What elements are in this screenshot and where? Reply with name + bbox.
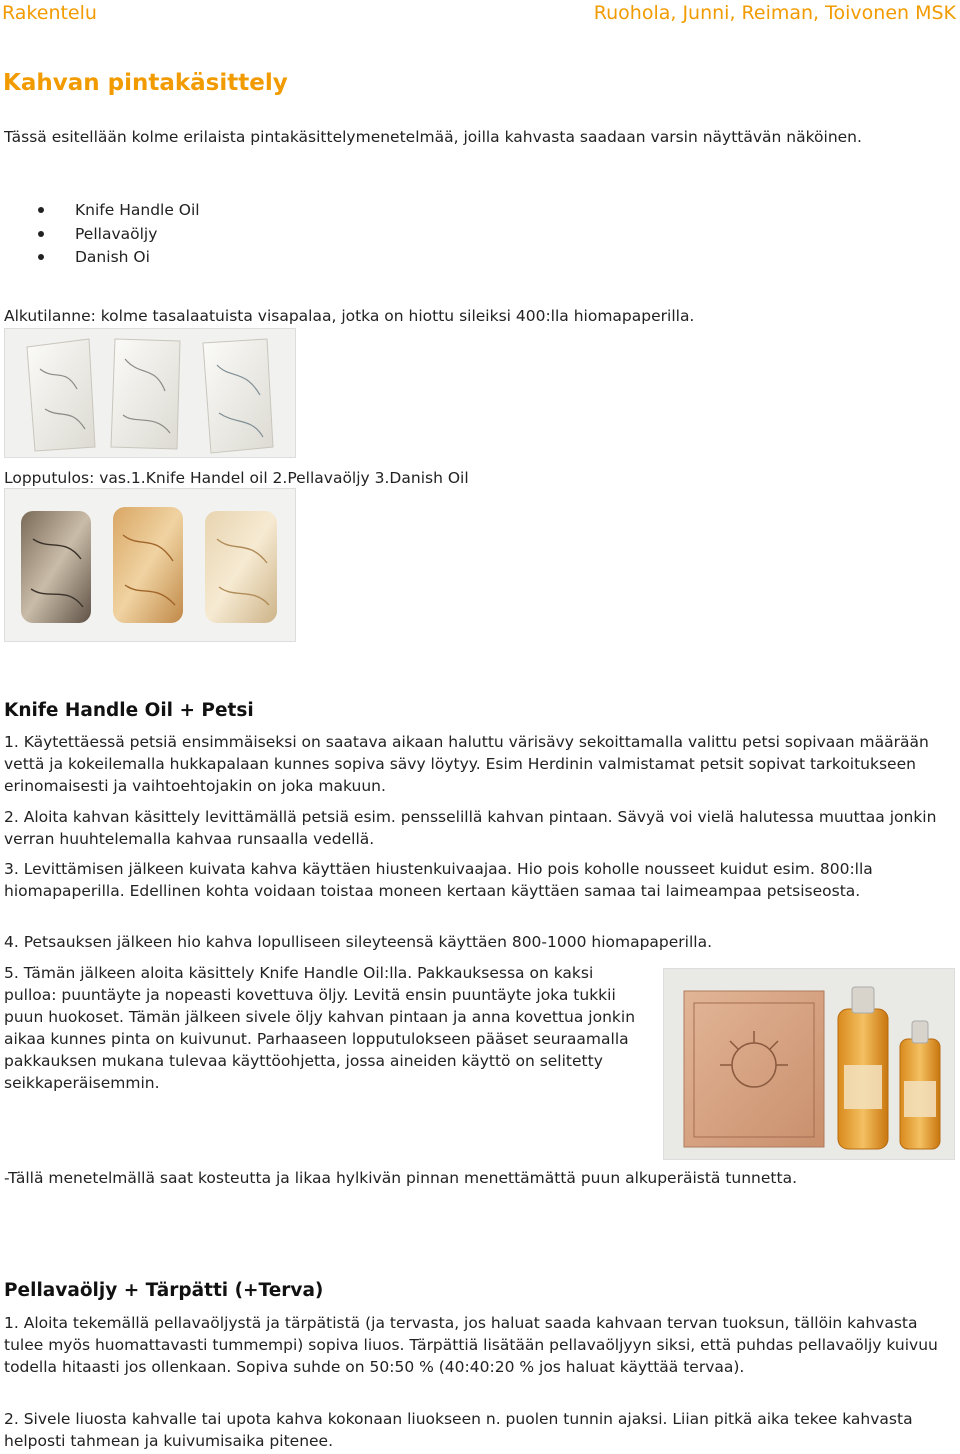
list-item: Knife Handle Oil (38, 199, 200, 223)
section-heading-linseed-oil: Pellavaöljy + Tärpätti (+Terva) (4, 1280, 324, 1301)
finished-wood-photo (4, 488, 296, 642)
product-photo (663, 968, 955, 1160)
methods-list (38, 199, 200, 270)
result-text: Lopputulos: vas.1.Knife Handel oil 2.Pellavaöljy 3.Danish Oil (4, 469, 469, 487)
wood-blocks-finished-image (5, 489, 295, 641)
header-right: Ruohola, Junni, Reiman, Toivonen MSK (593, 2, 956, 24)
list-item: Pellavaöljy (38, 223, 200, 247)
header-left: Rakentelu (2, 2, 97, 24)
wood-blocks-raw-image (5, 329, 295, 457)
method-note: -Tällä menetelmällä saat kosteutta ja likaa hylkivän pinnan menettämättä puun alkuperäistä tunnetta. (4, 1169, 797, 1187)
knife-oil-package-image (664, 969, 954, 1159)
step-paragraph: 5. Tämän jälkeen aloita käsittely Knife Handle Oil:lla. Pakkauksessa on kaksi pulloa: puuntäyte ja nopeasti kovettuva öljy. Levitä ensin puuntäyte joka tukkii puun huokoset. Tämän jälkeen sivele öljy kahvan pintaan ja anna kovettua jonkin aikaa kunnes pinta on kuivunut. Parhaaseen lopputulokseen pääset seuraamalla pakkauksen mukana tulevaa käyttöohjetta, jossa aineiden käyttö on selitetty seikkaperäisemmin. (4, 964, 636, 1092)
list-item: Danish Oi (38, 246, 200, 270)
raw-wood-photo (4, 328, 296, 458)
step-paragraph: 4. Petsauksen jälkeen hio kahva lopulliseen sileyteensä käyttäen 800-1000 hiomapaperilla. (4, 933, 713, 951)
step-paragraph: 2. Sivele liuosta kahvalle tai upota kahva kokonaan liuokseen n. puolen tunnin ajaksi. Liian pitkä aika tekee kahvasta helposti tahmean ja kuivumisaika pitenee. (4, 1410, 913, 1450)
start-text: Alkutilanne: kolme tasalaatuista visapalaa, jotka on hiottu sileiksi 400:lla hiomapaperilla. (4, 307, 695, 325)
page-title: Kahvan pintakäsittely (3, 70, 288, 96)
intro-paragraph: Tässä esitellään kolme erilaista pintakäsittelymenetelmää, joilla kahvasta saadaan varsin näyttävän näköinen. (4, 128, 862, 146)
section-heading-knife-oil: Knife Handle Oil + Petsi (4, 700, 254, 721)
step-paragraph: 2. Aloita kahvan käsittely levittämällä petsiä esim. pensselillä kahvan pintaan. Sävyä voi vielä halutessa muuttaa jonkin verran huuhtelemalla kahvaa runsaalla vedellä. (4, 808, 937, 848)
step-paragraph: 1. Käytettäessä petsiä ensimmäiseksi on saatava aikaan haluttu värisävy sekoittamalla valittu petsi sopivaan määrään vettä ja kokeilemalla hukkapalaan kunnes sopiva sävy löytyy. Esim Herdinin valmistamat petsit sopivat tarkoitukseen erinomaisesti ja vaihtoehtojakin on joka makuun. (4, 733, 929, 795)
step-paragraph: 3. Levittämisen jälkeen kuivata kahva käyttäen hiustenkuivaajaa. Hio pois koholle nousseet kuidut esim. 800:lla hiomapaperilla. Edellinen kohta voidaan toistaa moneen kertaan käyttäen samaa tai laimeampaa petsiseosta. (4, 860, 873, 900)
step-paragraph: 1. Aloita tekemällä pellavaöljystä ja tärpätistä (ja tervasta, jos haluat saada kahvaan tervan tuoksun, tällöin kahvasta tulee myös huomattavasti tummempi) sopiva liuos. Tärpättiä lisätään pellavaöljyyn siksi, että puhdas pellavaöljy kuivuu todella hitaasti jos ollenkaan. Sopiva suhde on 50:50 % (40:40:20 % jos haluat käyttää tervaa). (4, 1314, 938, 1376)
